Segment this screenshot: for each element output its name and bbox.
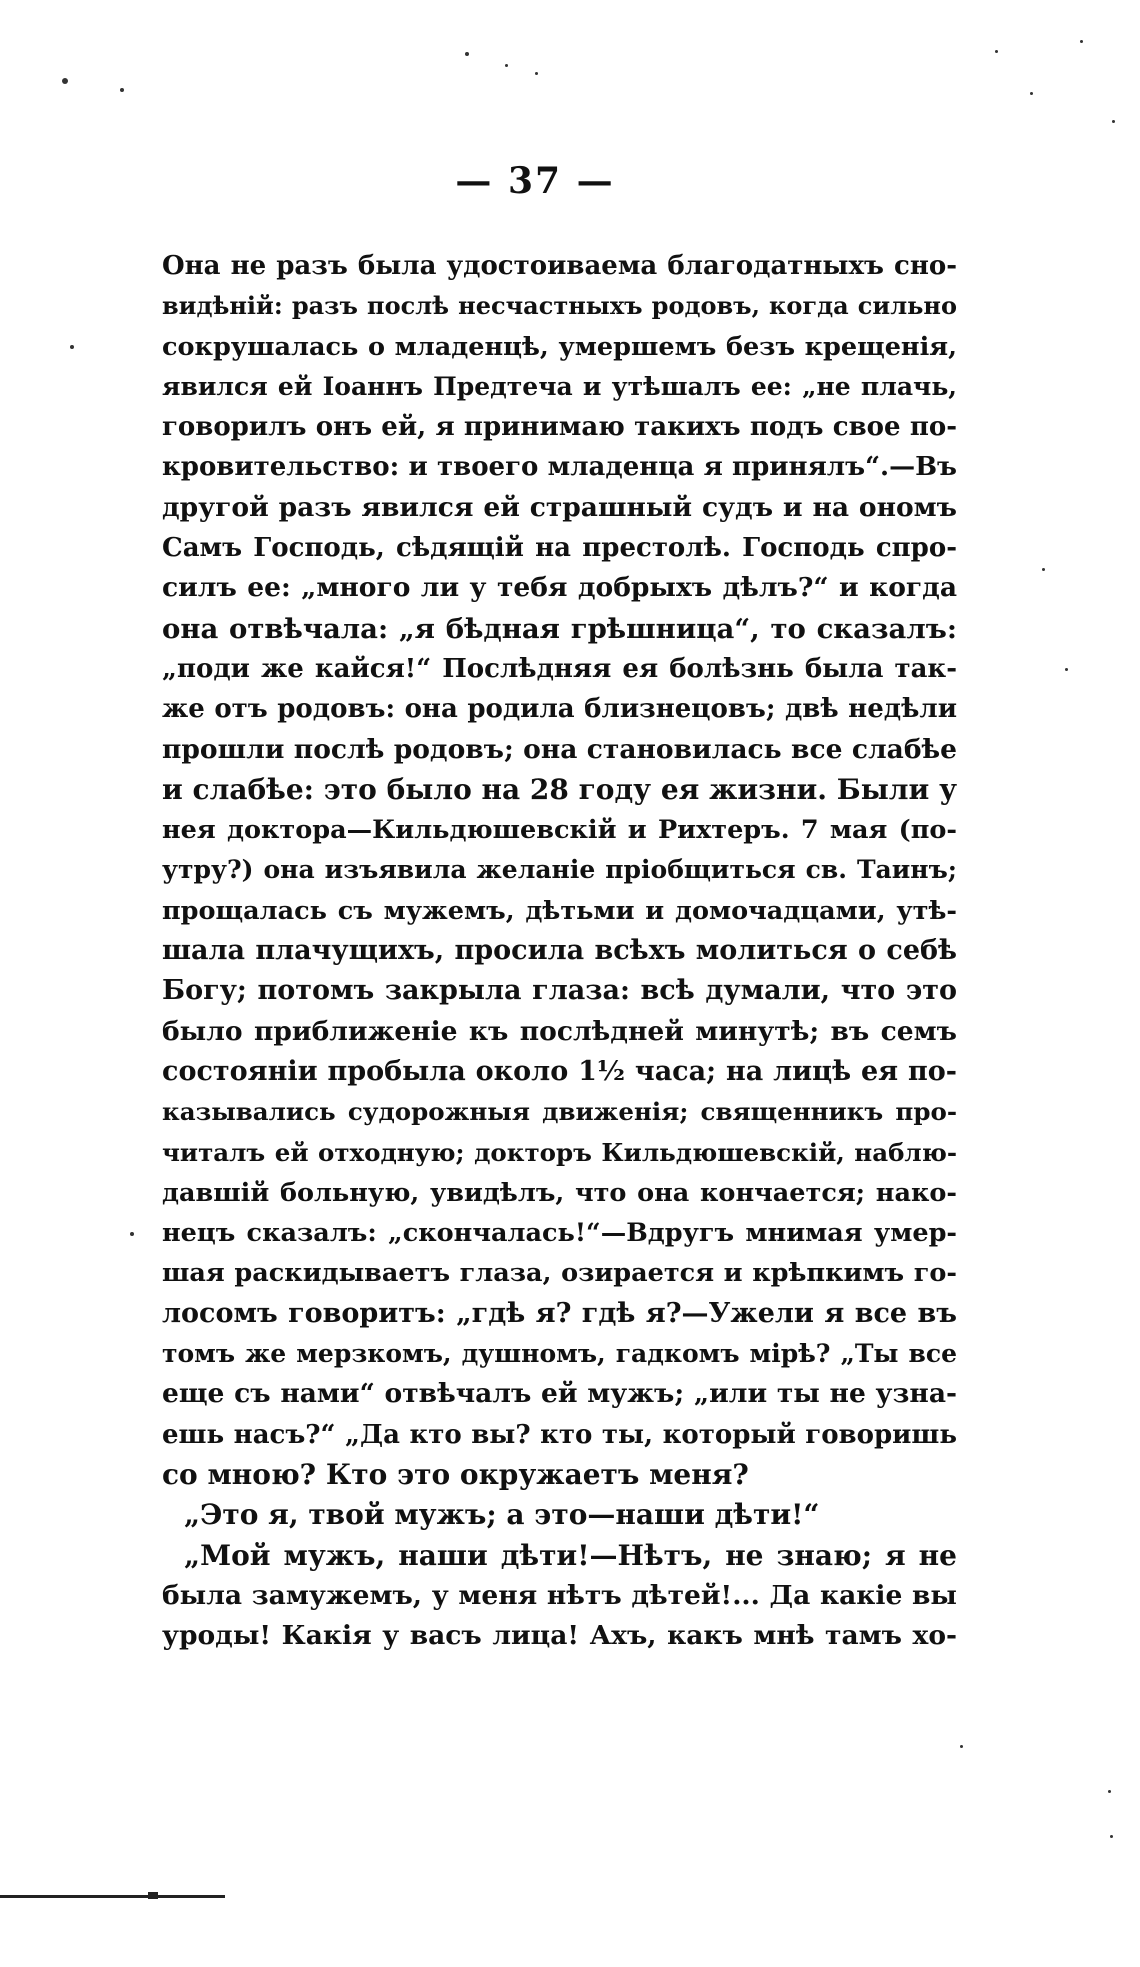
text-line: состояніи пробыла около 1½ часа; на лицѣ ея по-: [162, 1055, 957, 1087]
text-line: „поди же кайся!“ Послѣдняя ея болѣзнь была так-: [162, 653, 957, 684]
scan-speck: [1110, 1835, 1113, 1838]
scan-speck: [120, 88, 124, 92]
scan-speck: [1065, 668, 1068, 671]
text-line: явился ей Іоаннъ Предтеча и утѣшалъ ее: „не плачь,: [162, 371, 957, 401]
scan-speck: [995, 50, 998, 53]
scan-speck: [1112, 120, 1115, 123]
text-line: сокрушалась о младенцѣ, умершемъ безъ крещенія,: [162, 331, 957, 362]
text-line: Богу; потомъ закрыла глаза: всѣ думали, что это: [162, 975, 957, 1007]
bottom-rule-mark: [148, 1892, 158, 1899]
scan-speck: [130, 1232, 134, 1236]
scan-speck: [1030, 92, 1033, 95]
text-line: кровительство: и твоего младенца я принялъ“.—Въ: [162, 452, 957, 483]
page-number: — 37 —: [455, 160, 615, 202]
text-line: утру?) она изъявила желаніе пріобщиться св. Таинъ;: [162, 855, 957, 885]
scan-speck: [62, 78, 68, 84]
text-line: казывались судорожныя движенія; священникъ про-: [162, 1097, 957, 1127]
scan-speck: [1080, 40, 1083, 43]
scan-speck: [535, 72, 538, 75]
text-line: нецъ сказалъ: „скончалась!“—Вдругъ мнимая умер-: [162, 1218, 957, 1249]
scan-speck: [505, 64, 508, 67]
text-line: было приближеніе къ послѣдней минутѣ; въ семъ: [162, 1015, 957, 1047]
scan-speck: [1042, 568, 1045, 571]
body-text: [162, 246, 957, 1656]
scan-speck: [70, 345, 74, 349]
text-line: шая раскидываетъ глаза, озирается и крѣпкимъ го-: [162, 1258, 957, 1289]
text-line: „Это я, твой мужъ; а это—наши дѣти!“: [184, 1498, 820, 1532]
text-line: она отвѣчала: „я бѣдная грѣшница“, то сказалъ:: [162, 612, 957, 645]
scan-speck: [465, 52, 469, 56]
text-line: и слабѣе: это было на 28 году ея жизни. Были у: [162, 772, 957, 806]
text-line: видѣній: разъ послѣ несчастныхъ родовъ, когда сильно: [162, 291, 957, 321]
text-line: шала плачущихъ, просила всѣхъ молиться о себѣ: [162, 935, 957, 967]
text-line: читалъ ей отходную; докторъ Кильдюшевскій, наблю-: [162, 1137, 957, 1167]
text-line: уроды! Какія у васъ лица! Ахъ, какъ мнѣ тамъ хо-: [162, 1620, 957, 1652]
text-line: „Мой мужъ, наши дѣти!—Нѣтъ, не знаю; я не: [184, 1538, 957, 1572]
text-line: была замужемъ, у меня нѣтъ дѣтей!... Да какіе вы: [162, 1579, 957, 1611]
text-line: говорилъ онъ ей, я принимаю такихъ подъ свое по-: [162, 412, 957, 443]
text-line: лосомъ говоритъ: „гдѣ я? гдѣ я?—Ужели я все въ: [162, 1297, 957, 1329]
text-line: силъ ее: „много ли у тебя добрыхъ дѣлъ?“ и когда: [162, 572, 957, 604]
text-line: еще съ нами“ отвѣчалъ ей мужъ; „или ты не узна-: [162, 1378, 957, 1410]
text-line: Самъ Господь, сѣдящій на престолѣ. Господь спро-: [162, 533, 957, 564]
text-line: прощалась съ мужемъ, дѣтьми и домочадцами, утѣ-: [162, 895, 957, 926]
scan-speck: [960, 1745, 963, 1748]
text-line: ешь насъ?“ „Да кто вы? кто ты, который говоришь: [162, 1419, 957, 1450]
text-line: же отъ родовъ: она родила близнецовъ; двѣ недѣли: [162, 694, 957, 725]
text-line: томъ же мерзкомъ, душномъ, гадкомъ мірѣ? „Ты все: [162, 1339, 957, 1369]
text-line: нея доктора—Кильдюшевскій и Рихтеръ. 7 мая (по-: [162, 815, 957, 846]
text-line: прошли послѣ родовъ; она становилась все слабѣе: [162, 733, 957, 765]
bottom-rule: [0, 1895, 225, 1898]
text-line: со мною? Кто это окружаетъ меня?: [162, 1457, 749, 1491]
text-line: другой разъ явился ей страшный судъ и на ономъ: [162, 491, 957, 523]
text-line: Она не разъ была удостоиваема благодатныхъ сно-: [162, 251, 957, 281]
text-line: давшій больную, увидѣлъ, что она кончается; нако-: [162, 1177, 957, 1208]
scan-speck: [1108, 1790, 1111, 1793]
